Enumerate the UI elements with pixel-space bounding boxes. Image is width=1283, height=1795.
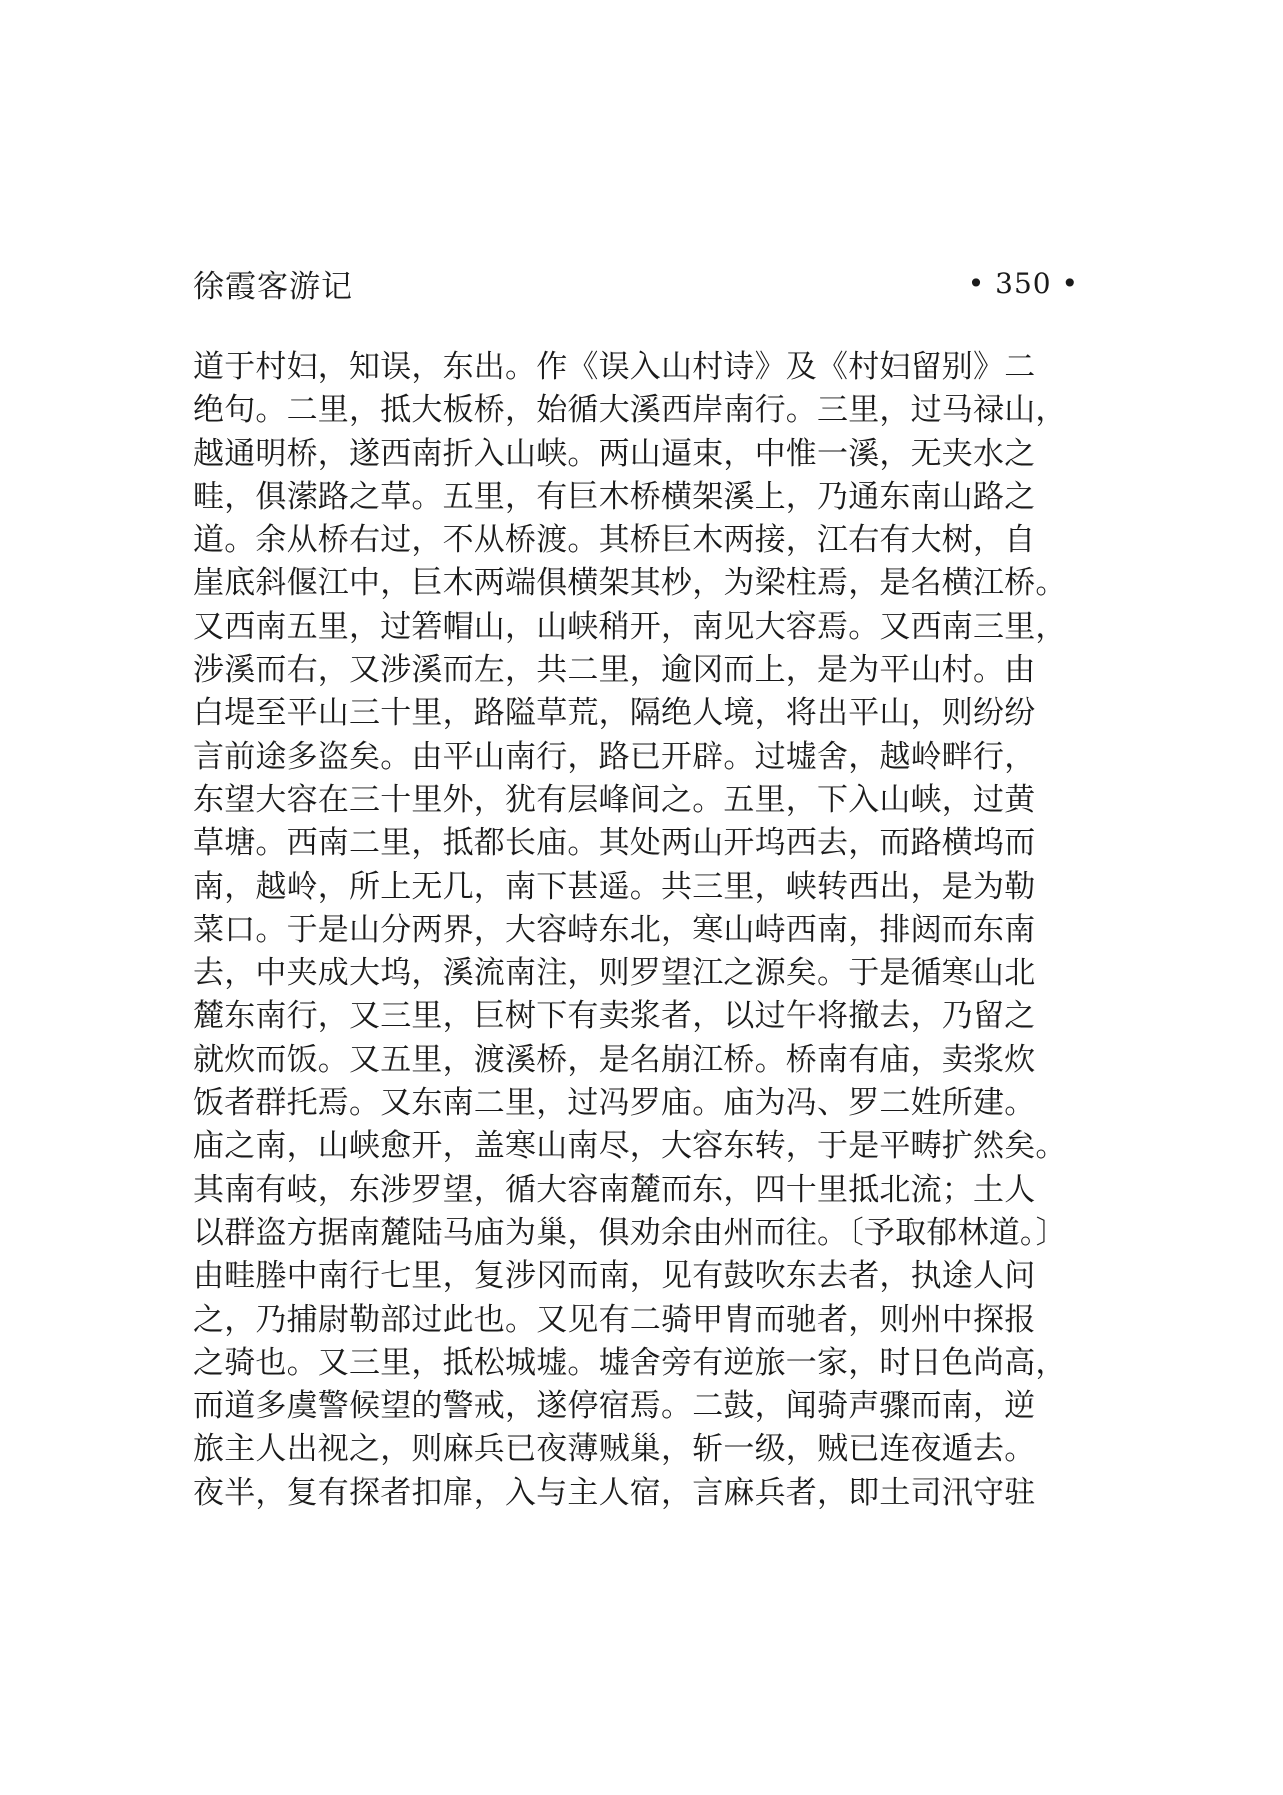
text-line: 其南有岐，东涉罗望，循大容南麓而东，四十里抵北流；土人 — [193, 1171, 1036, 1208]
text-line: 畦，俱潆路之草。五里，有巨木桥横架溪上，乃通东南山路之 — [193, 478, 1036, 515]
text-line: 道于村妇，知误，东出。作《误入山村诗》及《村妇留别》二 — [193, 349, 1036, 385]
text-line: 以群盗方据南麓陆马庙为巢，俱劝余由州而往。〔予取郁林道。〕 — [193, 1214, 1067, 1251]
text-line: 菜口。于是山分两界，大容峙东北，寒山峙西南，排闼而东南 — [193, 911, 1036, 948]
text-line: 去，中夹成大坞，溪流南注，则罗望江之源矣。于是循寒山北 — [193, 955, 1036, 992]
text-line: 由畦塍中南行七里，复涉冈而南，见有鼓吹东去者，执途人问 — [193, 1258, 1036, 1295]
text-line: 又西南五里，过箬帽山，山峡稍开，南见大容焉。又西南三里， — [193, 608, 1067, 645]
text-line: 南，越岭，所上无几，南下甚遥。共三里，峡转西出，是为勒 — [193, 868, 1036, 905]
text-line: 麓东南行，又三里，巨树下有卖浆者，以过午将撤去，乃留之 — [193, 998, 1036, 1035]
text-line: 越通明桥，遂西南折入山峡。两山逼束，中惟一溪，无夹水之 — [193, 435, 1036, 472]
text-line: 白堤至平山三十里，路隘草荒，隔绝人境，将出平山，则纷纷 — [193, 695, 1036, 732]
text-line: 之，乃捕尉勒部过此也。又见有二骑甲胄而驰者，则州中探报 — [193, 1301, 1036, 1338]
text-line: 草塘。西南二里，抵都长庙。其处两山开坞西去，而路横坞而 — [193, 825, 1036, 862]
body-text — [193, 346, 1113, 1515]
running-header — [193, 263, 1079, 303]
text-line: 旅主人出视之，则麻兵已夜薄贼巢，斩一级，贼已连夜遁去。 — [193, 1431, 1036, 1468]
text-line: 崖底斜偃江中，巨木两端俱横架其杪，为梁柱焉，是名横江桥。 — [193, 565, 1067, 602]
text-line: 涉溪而右，又涉溪而左，共二里，逾冈而上，是为平山村。由 — [193, 652, 1036, 689]
page-number: • 350 • — [967, 266, 1079, 300]
text-line: 夜半，复有探者扣扉，入与主人宿，言麻兵者，即土司汛守驻 — [193, 1474, 1036, 1511]
text-line: 东望大容在三十里外，犹有层峰间之。五里，下入山峡，过黄 — [193, 781, 1036, 818]
text-line: 言前途多盗矣。由平山南行，路已开辟。过墟舍，越岭畔行， — [193, 738, 1036, 775]
text-line: 庙之南，山峡愈开，盖寒山南尽，大容东转，于是平畴扩然矣。 — [193, 1128, 1067, 1165]
book-title: 徐霞客游记 — [193, 268, 353, 305]
text-line: 而道多虞警候望的警戒，遂停宿焉。二鼓，闻骑声骤而南，逆 — [193, 1388, 1036, 1425]
text-line: 道。余从桥右过，不从桥渡。其桥巨木两接，江右有大树，自 — [193, 522, 1036, 559]
text-line: 之骑也。又三里，抵松城墟。墟舍旁有逆旅一家，时日色尚高， — [193, 1344, 1067, 1381]
text-line: 饭者群托焉。又东南二里，过冯罗庙。庙为冯、罗二姓所建。 — [193, 1085, 1036, 1122]
text-line: 就炊而饭。又五里，渡溪桥，是名崩江桥。桥南有庙，卖浆炊 — [193, 1041, 1036, 1078]
text-line: 绝句。二里，抵大板桥，始循大溪西岸南行。三里，过马禄山， — [193, 392, 1067, 429]
